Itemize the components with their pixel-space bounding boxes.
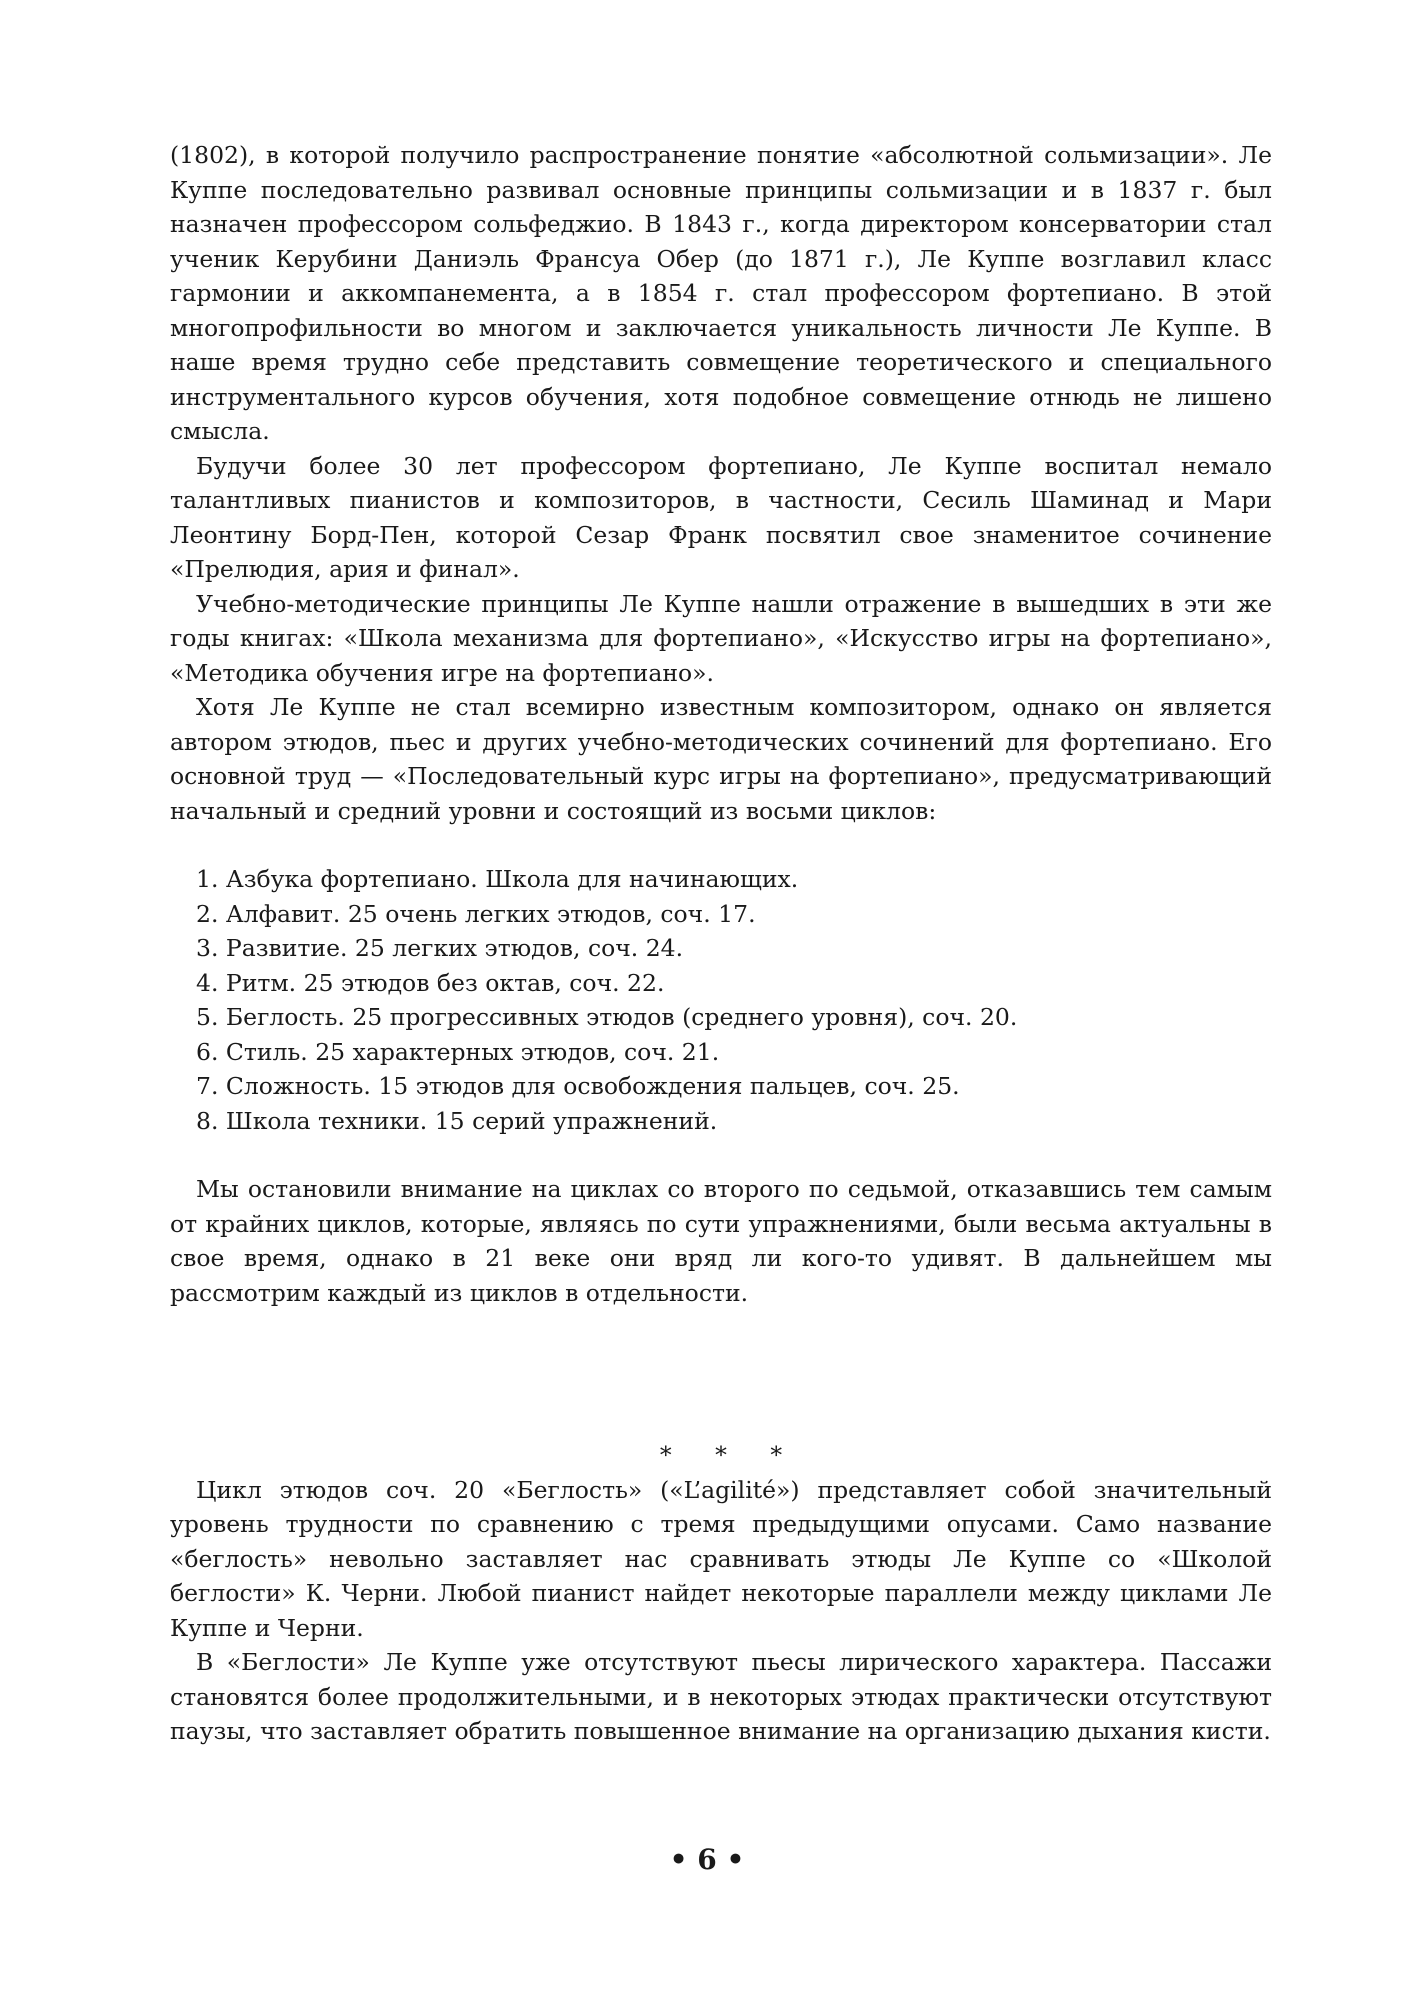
- page-number: • 6 •: [669, 1843, 745, 1876]
- paragraph-agilite-details: В «Беглости» Ле Куппе уже отсутствуют пьесы лирического характера. Пассажи становятся более продолжительными, и в некоторых этюдах практически отсутствуют паузы, что заставляет обратить повышенное внимание на организацию дыхания кисти.: [170, 1648, 1272, 1745]
- paragraph-main-work: Хотя Ле Куппе не стал всемирно известным композитором, однако он является автором этюдов, пьес и других учебно-методических сочинений для фортепиано. Его основной труд — «Последовательный курс игры на фортепиано», предусматривающий начальный и средний уровни и состоящий из восьми циклов:: [170, 693, 1272, 825]
- list-item: 5. Беглость. 25 прогрессивных этюдов (среднего уровня), соч. 20.: [196, 1003, 1018, 1031]
- paragraph-selected-cycles: Мы остановили внимание на циклах со второго по седьмой, отказавшись тем самым от крайних циклов, которые, являясь по сути упражнениями, были весьма актуальны в свое время, однако в 21 веке они вряд ли кого-то удивят. В дальнейшем мы рассмотрим каждый из циклов в отдельности.: [170, 1175, 1272, 1307]
- list-item: 2. Алфавит. 25 очень легких этюдов, соч. 17.: [196, 899, 756, 928]
- list-item: 7. Сложность. 15 этюдов для освобождения пальцев, соч. 25.: [196, 1072, 960, 1100]
- list-item: 1. Азбука фортепиано. Школа для начинающих.: [196, 865, 799, 893]
- list-item: 3. Развитие. 25 легких этюдов, соч. 24.: [196, 934, 684, 962]
- list-item: 4. Ритм. 25 этюдов без октав, соч. 22.: [196, 968, 665, 997]
- paragraph-methodical-books: Учебно-методические принципы Ле Куппе нашли отражение в вышедших в эти же годы книгах: «Школа механизма для фортепиано», «Искусство игры на фортепиано», «Методика обучения игре на фортепиано».: [170, 589, 1272, 687]
- section-separator: * * *: [659, 1441, 801, 1469]
- page-body: [170, 138, 1272, 1749]
- cycles-list: [196, 862, 1272, 1138]
- paragraph-students: Будучи более 30 лет профессором фортепиано, Ле Куппе воспитал немало талантливых пианистов и композиторов, в частности, Сесиль Шаминад и Мари Леонтину Борд-Пен, которой Сезар Франк посвятил свое знаменитое сочинение «Прелюдия, ария и финал».: [170, 451, 1272, 583]
- list-item: 6. Стиль. 25 характерных этюдов, соч. 21.: [196, 1037, 720, 1066]
- paragraph-le-couppey-career: (1802), в которой получило распространение понятие «абсолютной сольмизации». Ле Куппе последовательно развивал основные принципы сольмизации и в 1837 г. был назначен профессором сольфеджио. В 1843 г., когда директором консерватории стал ученик Керубини Даниэль Франсуа Обер (до 1871 г.), Ле Куппе возглавил класс гармонии и аккомпанемента, а в 1854 г. стал профессором фортепиано. В этой многопрофильности во многом и заключается уникальность личности Ле Куппе. В наше время трудно себе представить совмещение теоретического и специального инструментального курсов обучения, хотя подобное совмещение отнюдь не лишено смысла.: [170, 141, 1272, 445]
- list-item: 8. Школа техники. 15 серий упражнений.: [196, 1106, 718, 1135]
- paragraph-agilite-intro: Цикл этюдов соч. 20 «Беглость» («L’agilité») представляет собой значительный уровень трудности по сравнению с тремя предыдущими опусами. Само название «беглость» невольно заставляет нас сравнивать этюды Ле Куппе со «Школой беглости» К. Черни. Любой пианист найдет некоторые параллели между циклами Ле Куппе и Черни.: [170, 1475, 1272, 1642]
